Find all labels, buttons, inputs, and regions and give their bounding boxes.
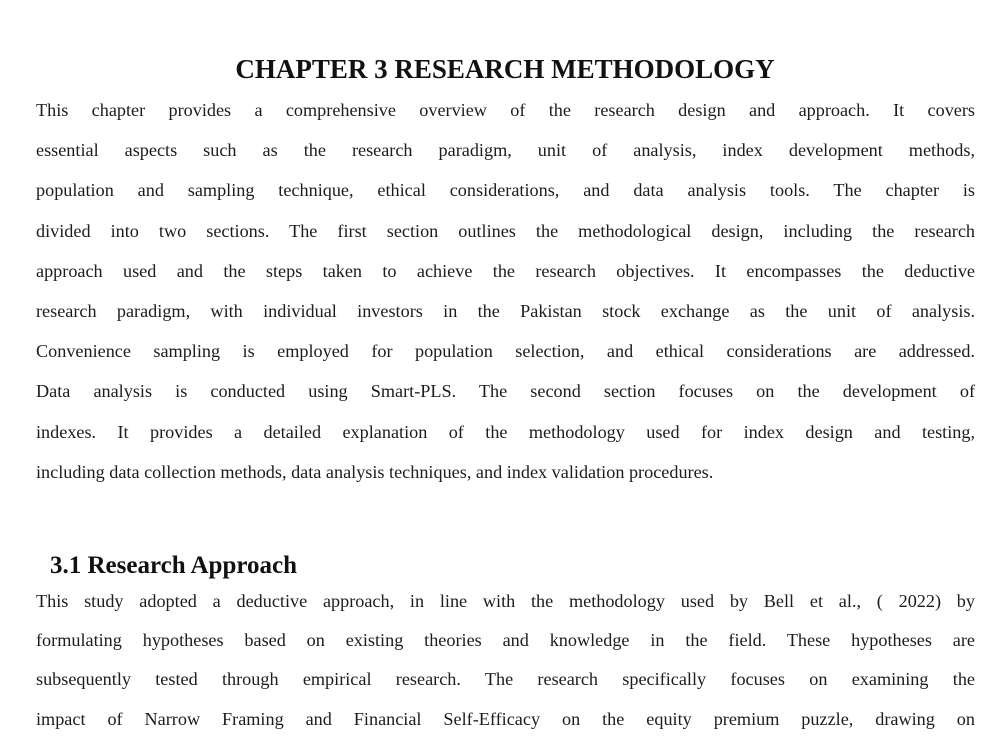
paragraph-line: essential aspects such as the research paradigm, unit of analysis, index development methods, bbox=[36, 140, 975, 161]
paragraph-line: Data analysis is conducted using Smart-PLS. The second section focuses on the development of bbox=[36, 381, 975, 402]
section-paragraph bbox=[36, 582, 975, 739]
section-heading: 3.1 Research Approach bbox=[50, 551, 297, 579]
paragraph-line: population and sampling technique, ethical considerations, and data analysis tools. The chapter is bbox=[36, 180, 975, 201]
paragraph-line: indexes. It provides a detailed explanation of the methodology used for index design and testing, bbox=[36, 421, 975, 442]
paragraph-line: formulating hypotheses based on existing theories and knowledge in the field. These hypotheses are bbox=[36, 630, 975, 651]
intro-paragraph bbox=[36, 90, 975, 492]
paragraph-line: impact of Narrow Framing and Financial Self-Efficacy on the equity premium puzzle, drawing on bbox=[36, 708, 975, 729]
paragraph-line: Convenience sampling is employed for population selection, and ethical considerations are addressed. bbox=[36, 341, 975, 362]
chapter-title: CHAPTER 3 RESEARCH METHODOLOGY bbox=[235, 54, 775, 85]
paragraph-line: research paradigm, with individual investors in the Pakistan stock exchange as the unit of analysis. bbox=[36, 300, 975, 321]
paragraph-line: This study adopted a deductive approach, in line with the methodology used by Bell et al., ( 2022) by bbox=[36, 591, 975, 611]
paragraph-line: approach used and the steps taken to achieve the research objectives. It encompasses the deductive bbox=[36, 260, 975, 281]
paragraph-line: including data collection methods, data analysis techniques, and index validation procedures. bbox=[36, 461, 714, 482]
paragraph-line: divided into two sections. The first section outlines the methodological design, including the research bbox=[36, 220, 975, 241]
paragraph-line: This chapter provides a comprehensive overview of the research design and approach. It covers bbox=[36, 100, 975, 120]
paragraph-line: subsequently tested through empirical research. The research specifically focuses on examining the bbox=[36, 669, 975, 690]
